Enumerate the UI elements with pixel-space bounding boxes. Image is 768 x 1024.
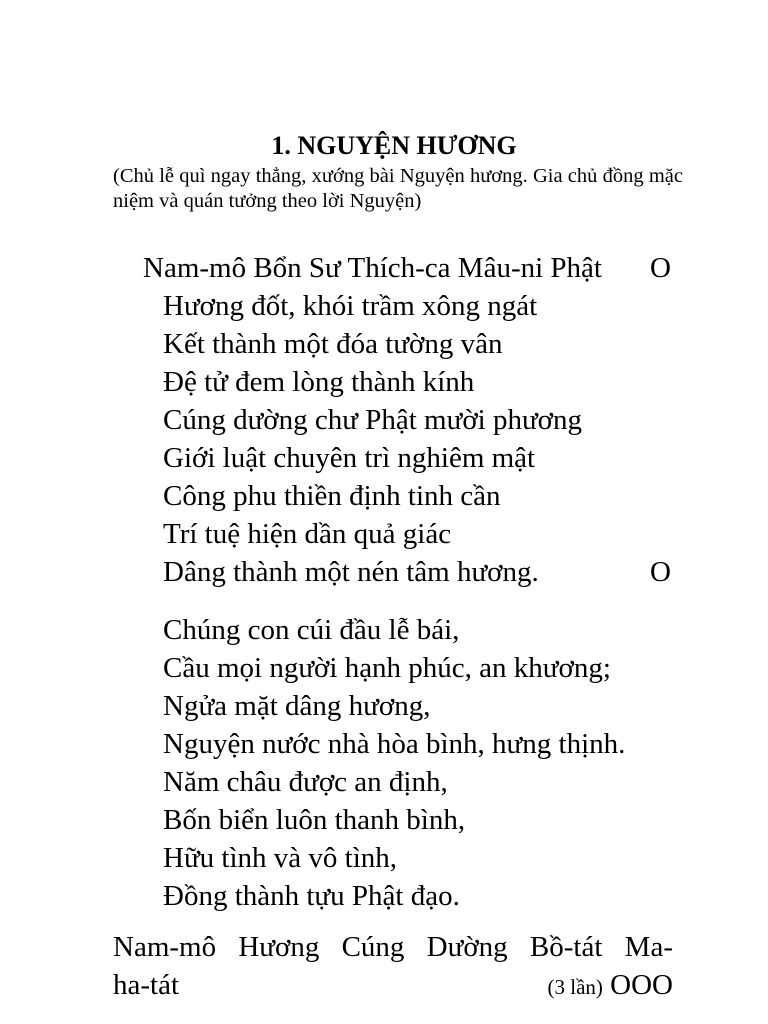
closing-invocation-end (113, 967, 673, 1005)
verse-line: Dâng thành một nén tâm hương. (163, 556, 539, 588)
verse-line: Chúng con cúi đầu lễ bái, (163, 614, 460, 646)
closing-invocation: Nam-mô Hương Cúng Dường Bồ-tát Ma- (113, 931, 673, 963)
bell-marks: OOO (610, 969, 673, 1001)
verse-line: Cúng dường chư Phật mười phương (163, 404, 583, 436)
verse-line: Đồng thành tựu Phật đạo. (163, 880, 460, 912)
ritual-instruction: (Chủ lễ quì ngay thẳng, xướng bài Nguyện hương. Gia chủ đồng mặc niệm và quán tưởng theo lời Nguyện) (113, 165, 683, 212)
closing-invocation-tail: ha-tát (113, 969, 180, 1001)
bell-mark: O (650, 252, 671, 284)
verse-line: Năm châu được an định, (163, 766, 448, 798)
invocation-line: Nam-mô Bổn Sư Thích-ca Mâu-ni Phật (143, 252, 602, 284)
repeat-note (548, 967, 674, 1005)
verse-line: Đệ tử đem lòng thành kính (163, 366, 475, 398)
verse-line: Bốn biển luôn thanh bình, (163, 804, 466, 836)
verse-line: Công phu thiền định tinh cần (163, 480, 501, 512)
verse-line: Hữu tình và vô tình, (163, 842, 398, 874)
verse-line: Hương đốt, khói trầm xông ngát (163, 290, 538, 322)
verse-line: Ngửa mặt dâng hương, (163, 690, 431, 722)
verse-line: Trí tuệ hiện dần quả giác (163, 518, 452, 550)
verse-line: Cầu mọi người hạnh phúc, an khương; (163, 652, 611, 684)
verse-line: Nguyện nước nhà hòa bình, hưng thịnh. (163, 728, 626, 760)
verse-line: Kết thành một đóa tường vân (163, 328, 503, 360)
bell-mark: O (650, 556, 671, 588)
section-title: 1. NGUYỆN HƯƠNG (271, 131, 517, 160)
verse-line: Giới luật chuyên trì nghiêm mật (163, 442, 536, 474)
repeat-count: (3 lần) (547, 975, 603, 999)
